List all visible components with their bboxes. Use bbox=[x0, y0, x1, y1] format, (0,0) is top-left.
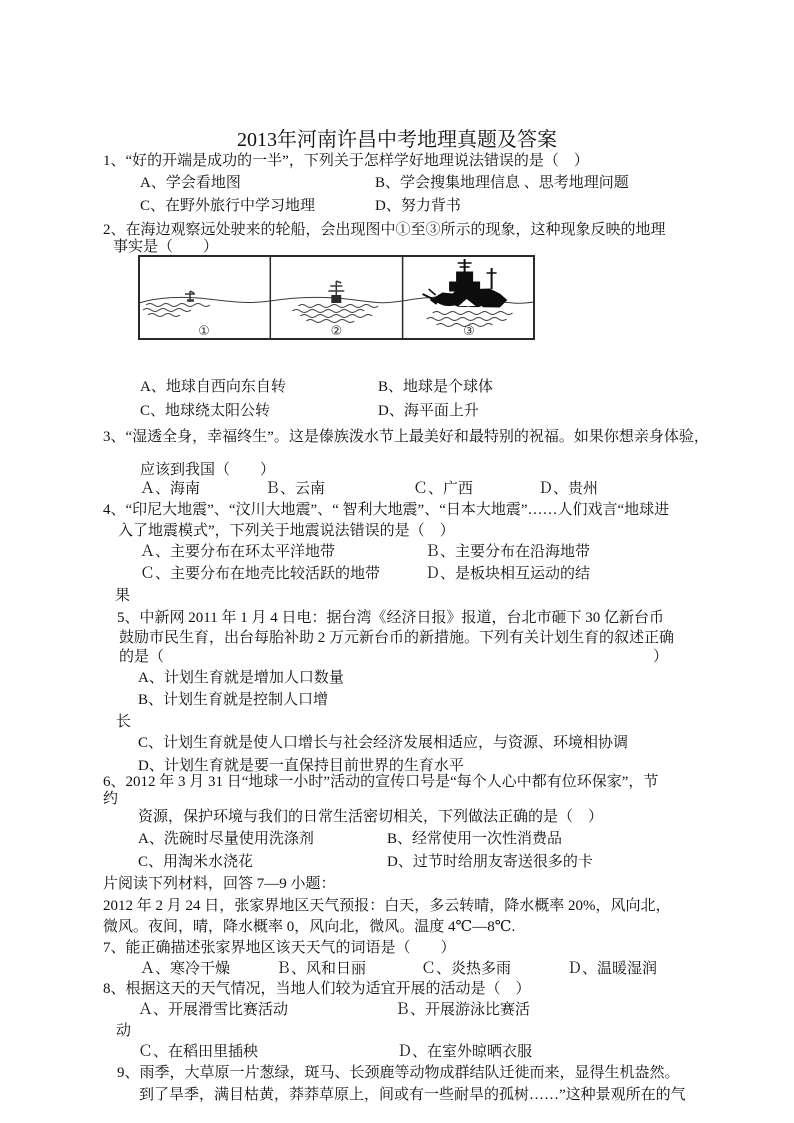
q4-option-b: Ｂ、主要分布在沿海地带 bbox=[425, 544, 591, 560]
q8-option-a: Ａ、开展滑雪比赛活动 bbox=[138, 1002, 289, 1018]
q2-option-a: A、地球自西向东自转 bbox=[140, 379, 286, 395]
q6-option-b: B、经常使用一次性消费品 bbox=[387, 831, 563, 847]
q8-option-b-continuation: 动 bbox=[116, 1023, 132, 1039]
q7-option-b: Ｂ、风和日丽 bbox=[276, 961, 367, 977]
q6-option-a: A、洗碗时尽量使用洗涤剂 bbox=[138, 831, 314, 847]
q3-stem-line2: 应该到我国（ ） bbox=[140, 462, 276, 478]
q8-option-b: Ｂ、开展游泳比赛活 bbox=[395, 1002, 531, 1018]
q4-option-d-continuation: 果 bbox=[115, 588, 131, 604]
q4-option-c: Ｃ、主要分布在地壳比较活跃的地带 bbox=[140, 566, 381, 582]
q6-option-c: C、用淘米水浇花 bbox=[138, 854, 254, 870]
q7-option-c: Ｃ、炎热多雨 bbox=[421, 961, 512, 977]
ship-sequence-figure bbox=[138, 255, 535, 340]
q5-option-d: D、计划生育就是要一直保持目前世界的生育水平 bbox=[138, 758, 464, 774]
q4-stem-line2: 入了地震模式”，下列关于地震说法错误的是（ ） bbox=[118, 523, 455, 539]
q4-stem-line1: 4、“印尼大地震”、“汶川大地震”、“ 智利大地震”、“日本大地震”……人们戏言“地球进 bbox=[103, 502, 670, 518]
figure-label-2: ② bbox=[330, 324, 343, 339]
q1-option-b: B、学会搜集地理信息 、思考地理问题 bbox=[375, 175, 629, 191]
q7-stem: 7、能正确描述张家界地区该天天气的词语是（ ） bbox=[103, 940, 456, 956]
q2-stem-line2: 事实是（ ） bbox=[113, 239, 219, 255]
q5-stem-line1: 5、中新网 2011 年 1 月 4 日电：据台湾《经济日报》报道，台北市砸下 30 亿新台币 bbox=[117, 610, 664, 626]
q9-stem-line2: 到了旱季，满目枯黄，莽莽草原上，间或有一些耐旱的孤树……”这种景观所在的气 bbox=[139, 1087, 686, 1103]
q6-stem-line1: 6、2012 年 3 月 31 日“地球一小时”活动的宣传口号是“每个人心中都有位环保家”，节 bbox=[103, 774, 659, 790]
q2-stem-line1: 2、在海边观察远处驶来的轮船，会出现图中①至③所示的现象，这种现象反映的地理 bbox=[103, 222, 666, 238]
q3-option-a: Ａ、海南 bbox=[140, 481, 201, 497]
page-title: 2013年河南许昌中考地理真题及答案 bbox=[237, 129, 557, 151]
q8-option-d: Ｄ、在室外晾晒衣服 bbox=[397, 1044, 533, 1060]
material-line2: 微风。夜间，晴，降水概率 0，风向北，微风。温度 4℃—8℃. bbox=[103, 919, 516, 935]
q5-option-b-continuation: 长 bbox=[116, 714, 132, 730]
q1-option-a: A、学会看地图 bbox=[140, 175, 241, 191]
q8-option-c: Ｃ、在稻田里插秧 bbox=[138, 1044, 259, 1060]
material-line1: 2012 年 2 月 24 日，张家界地区天气预报：白天，多云转晴，降水概率 20%，风向北， bbox=[103, 898, 671, 914]
q5-option-a: A、计划生育就是增加人口数量 bbox=[138, 670, 344, 686]
q3-stem-line1: 3、“湿透全身，幸福终生”。这是傣族泼水节上最美好和最特别的祝福。如果你想亲身体验， bbox=[103, 429, 709, 445]
q4-option-a: Ａ、主要分布在环太平洋地带 bbox=[140, 544, 336, 560]
q9-stem-line1: 9、雨季，大草原一片葱绿，斑马、长颈鹿等动物成群结队迁徙而来，显得生机盎然。 bbox=[117, 1065, 680, 1081]
figure-label-3: ③ bbox=[463, 324, 475, 339]
q5-option-c: C、计划生育就是使人口增长与社会经济发展相适应，与资源、环境相协调 bbox=[138, 735, 629, 751]
materials-intro: 片阅读下列材料，回答 7—9 小题： bbox=[103, 876, 336, 892]
q1-option-d: D、努力背书 bbox=[375, 198, 461, 214]
q1-option-c: C、在野外旅行中学习地理 bbox=[140, 198, 316, 214]
q5-stem-line3-open-paren: 的是（ bbox=[119, 649, 165, 665]
q6-stem-line3: 资源，保护环境与我们的日常生活密切相关，下列做法正确的是（ ） bbox=[138, 809, 604, 825]
q6-stem-continuation: 约 bbox=[103, 791, 119, 807]
q1-stem: 1、“好的开端是成功的一半”，下列关于怎样学好地理说法错误的是（ ） bbox=[103, 153, 589, 169]
q3-option-d: Ｄ、贵州 bbox=[538, 481, 599, 497]
q3-option-c: Ｃ、广西 bbox=[413, 481, 474, 497]
q8-stem: 8、根据这天的天气情况，当地人们较为适宜开展的活动是（ ） bbox=[103, 981, 531, 997]
q5-stem-line2: 鼓励市民生育，出台每胎补助 2 万元新台币的新措施。下列有关计划生育的叙述正确 bbox=[119, 630, 675, 646]
q5-stem-line3-close-paren: ） bbox=[653, 649, 669, 665]
q7-option-d: Ｄ、温暖湿润 bbox=[567, 961, 658, 977]
figure-label-1: ① bbox=[198, 324, 210, 339]
q4-option-d: Ｄ、是板块相互运动的结 bbox=[425, 566, 591, 582]
q2-option-c: C、地球绕太阳公转 bbox=[140, 403, 271, 419]
q6-option-d: D、过节时给朋友寄送很多的卡 bbox=[387, 854, 593, 870]
ship-sequence-svg bbox=[138, 255, 535, 340]
q2-option-b: B、地球是个球体 bbox=[378, 379, 494, 395]
q7-option-a: Ａ、寒冷干燥 bbox=[140, 961, 231, 977]
q2-option-d: D、海平面上升 bbox=[378, 403, 479, 419]
q3-option-b: Ｂ、云南 bbox=[265, 481, 326, 497]
q5-option-b: B、计划生育就是控制人口增 bbox=[138, 692, 329, 708]
